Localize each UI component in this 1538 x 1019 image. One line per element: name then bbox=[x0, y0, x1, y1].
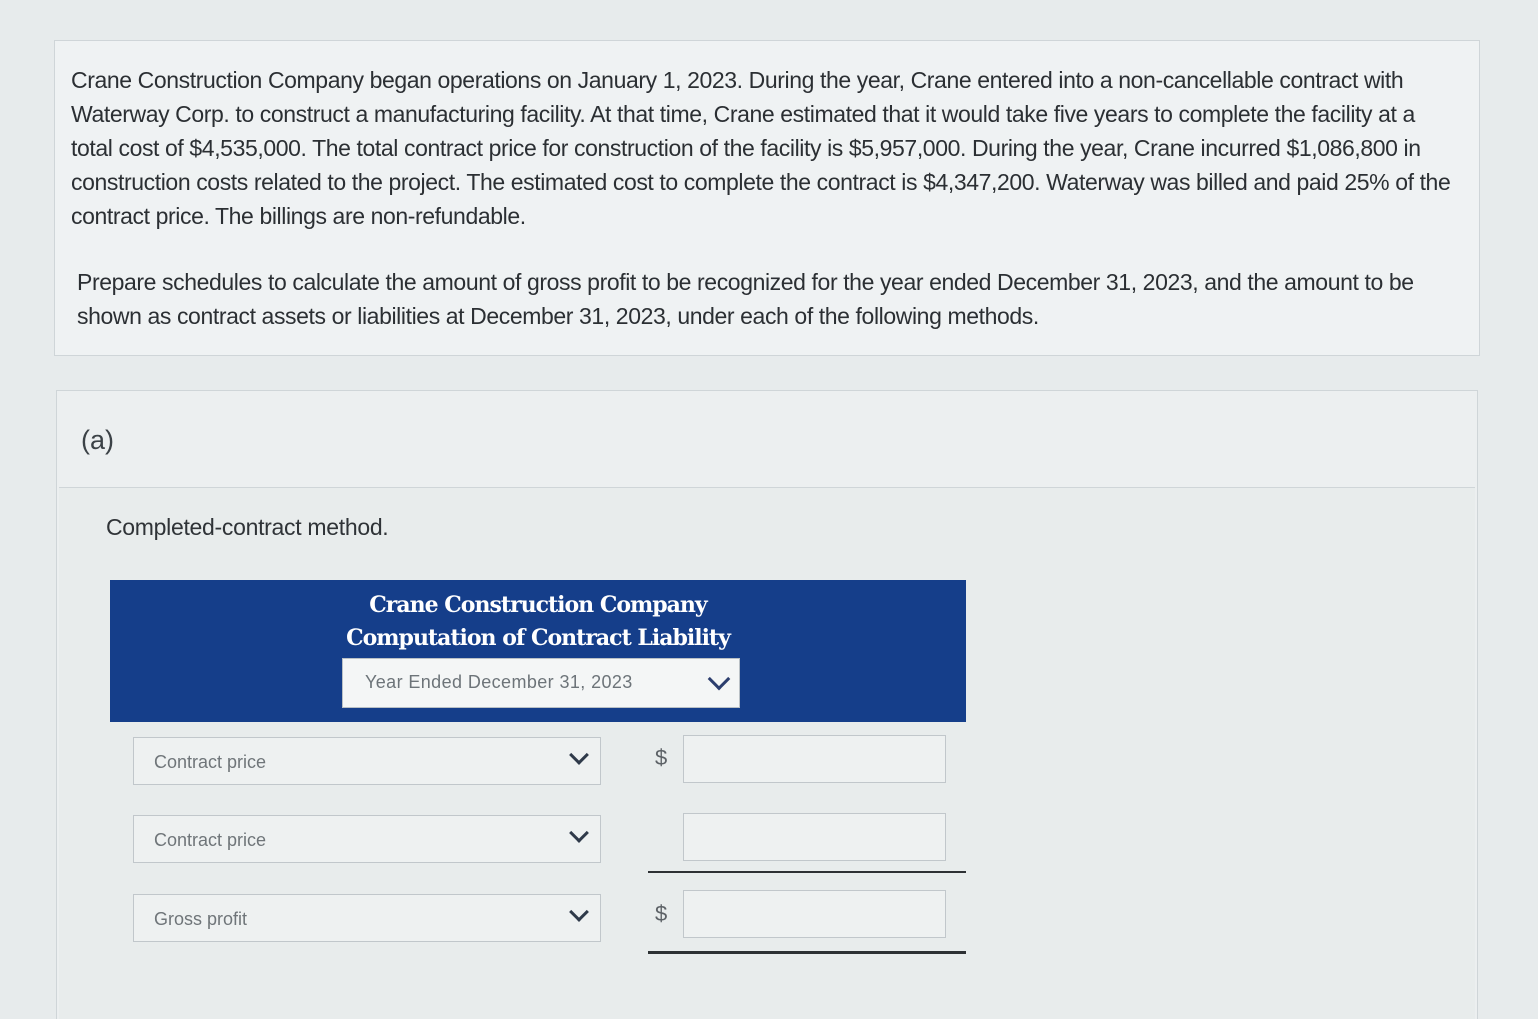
row-1-label-value: Contract price bbox=[154, 752, 267, 772]
problem-statement-card bbox=[54, 40, 1480, 356]
row-2-label-value: Contract price bbox=[154, 830, 267, 850]
part-label: (a) bbox=[81, 425, 114, 455]
row-3-label-select[interactable] bbox=[133, 894, 601, 942]
company-name: Crane Construction Company bbox=[369, 592, 707, 618]
row-3-label-value: Gross profit bbox=[154, 909, 248, 929]
period-select-value: Year Ended December 31, 2023 bbox=[365, 672, 633, 692]
problem-text: Crane Construction Company began operations on January 1, 2023. During the year, Crane entered into a non-cancellable contract with Waterway Corp. to construct a manufacturing facility. At that time, Crane estimated that it would take five years to complete the facility at a total cost of $4,535,000. The total contract price for construction of the facility is $5,957,000. During the year, Crane incurred $1,086,800 in construction costs related to the project. The estimated cost to complete the contract is $4,347,200. Waterway was billed and paid 25% of the contract price. The billings are non-refundable. bbox=[71, 67, 1451, 229]
row-3-dollar-sign: $ bbox=[655, 901, 668, 926]
subtotal-rule bbox=[648, 871, 966, 873]
row-2-label-select[interactable] bbox=[133, 815, 601, 863]
total-double-rule bbox=[648, 951, 966, 954]
row-2-amount-input[interactable] bbox=[683, 813, 946, 861]
chevron-down-icon bbox=[569, 902, 589, 922]
row-3-amount-input[interactable] bbox=[683, 890, 946, 938]
period-select[interactable] bbox=[342, 658, 740, 708]
row-1-dollar-sign: $ bbox=[655, 745, 668, 770]
schedule-title: Computation of Contract Liability bbox=[346, 625, 730, 651]
chevron-down-icon bbox=[708, 668, 731, 691]
chevron-down-icon bbox=[569, 823, 589, 843]
chevron-down-icon bbox=[569, 745, 589, 765]
method-label: Completed-contract method. bbox=[106, 514, 389, 540]
problem-instruction: Prepare schedules to calculate the amount of gross profit to be recognized for the year ended December 31, 2023, and the amount to be shown as contract assets or liabilities at December 31, 2023, under each of the following methods. bbox=[77, 269, 1414, 329]
row-1-amount-input[interactable] bbox=[683, 735, 946, 783]
row-1-label-select[interactable] bbox=[133, 737, 601, 785]
schedule-header bbox=[110, 580, 966, 722]
